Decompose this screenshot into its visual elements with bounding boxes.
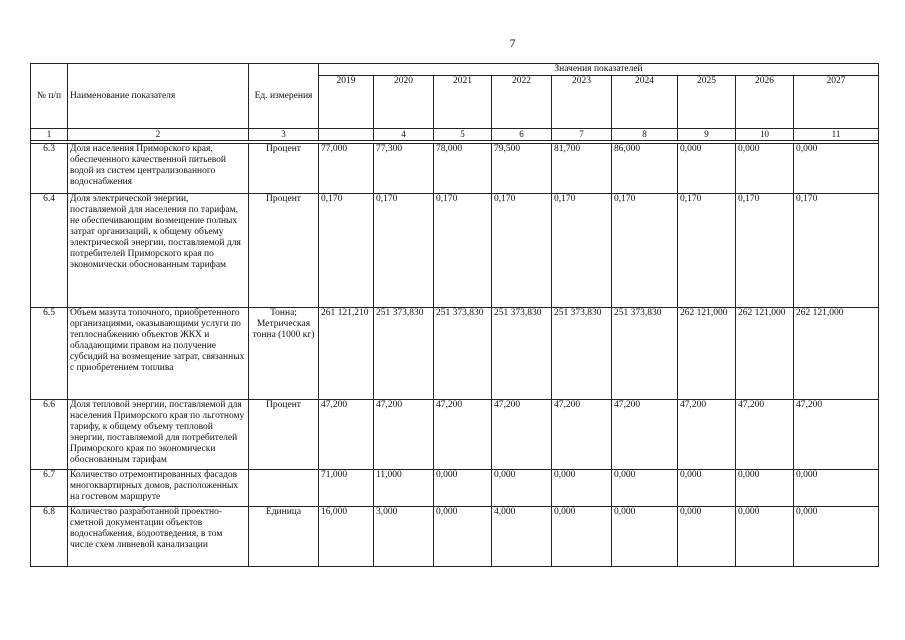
value-cell: 3,000 [374, 507, 434, 567]
unit-cell: Единица [249, 507, 319, 567]
column-number: 2 [68, 129, 249, 141]
column-number: 7 [552, 129, 612, 141]
value-cell: 77,300 [374, 144, 434, 194]
value-cell: 71,000 [319, 470, 374, 507]
value-cell: 79,500 [492, 144, 552, 194]
value-cell: 0,000 [552, 470, 612, 507]
column-number [319, 129, 374, 141]
value-cell: 251 373,830 [612, 308, 678, 400]
unit-cell: Процент [249, 144, 319, 194]
values-group-header: Значения показателей [319, 64, 879, 76]
value-cell: 81,700 [552, 144, 612, 194]
value-cell: 47,200 [552, 400, 612, 470]
col-unit-header: Ед. измерения [249, 64, 319, 129]
indicator-name: Доля электрической энергии, поставляемой для населения по тарифам, не обеспечивающим возмещение полных затрат организаций, к общему объему электрической энергии, поставляемой для потребителей Приморского края по экономически обоснованным тарифам [68, 194, 249, 308]
value-cell: 251 373,830 [552, 308, 612, 400]
value-cell: 0,170 [736, 194, 794, 308]
value-cell: 47,200 [794, 400, 879, 470]
value-cell: 78,000 [434, 144, 492, 194]
value-cell: 0,000 [678, 144, 736, 194]
header-row-top [31, 64, 879, 76]
indicator-name: Доля тепловой энергии, поставляемой для населения Приморского края по льготному тарифу, к общему объему тепловой энергии, поставляемой для потребителей Приморского края по экономически обоснованным тарифам [68, 400, 249, 470]
value-cell: 262 121,000 [736, 308, 794, 400]
year-header: 2027 [794, 76, 879, 129]
column-number: 4 [374, 129, 434, 141]
column-number: 6 [492, 129, 552, 141]
value-cell: 251 373,830 [434, 308, 492, 400]
table-row [31, 308, 879, 400]
value-cell: 47,200 [374, 400, 434, 470]
indicator-name: Доля населения Приморского края, обеспеченного качественной питьевой водой из систем централизованного водоснабжения [68, 144, 249, 194]
table-row [31, 507, 879, 567]
value-cell: 0,000 [612, 507, 678, 567]
value-cell: 4,000 [492, 507, 552, 567]
indicator-name: Количество отремонтированных фасадов многоквартирных домов, расположенных на гостевом маршруте [68, 470, 249, 507]
row-number: 6.7 [31, 470, 68, 507]
row-number: 6.4 [31, 194, 68, 308]
page-number: 7 [509, 36, 516, 50]
row-number: 6.8 [31, 507, 68, 567]
table-row [31, 144, 879, 194]
value-cell: 0,000 [434, 507, 492, 567]
value-cell: 0,000 [794, 144, 879, 194]
year-header: 2022 [492, 76, 552, 129]
col-num-header: № п/п [31, 64, 68, 129]
year-header: 2023 [552, 76, 612, 129]
value-cell: 0,170 [678, 194, 736, 308]
year-header: 2025 [678, 76, 736, 129]
indicator-name: Количество разработанной проектно-сметной документации объектов водоснабжения, водоотведения, в том числе схем ливневой канализации [68, 507, 249, 567]
value-cell: 0,000 [552, 507, 612, 567]
unit-cell: Тонна; Метрическая тонна (1000 кг) [249, 308, 319, 400]
column-number: 3 [249, 129, 319, 141]
row-number: 6.6 [31, 400, 68, 470]
row-number: 6.5 [31, 308, 68, 400]
column-number: 10 [736, 129, 794, 141]
col-name-header: Наименование показателя [68, 64, 249, 129]
unit-cell [249, 470, 319, 507]
value-cell: 0,170 [319, 194, 374, 308]
year-header: 2026 [736, 76, 794, 129]
value-cell: 86,000 [612, 144, 678, 194]
table-row [31, 194, 879, 308]
value-cell: 77,000 [319, 144, 374, 194]
value-cell: 0,000 [736, 144, 794, 194]
year-header: 2024 [612, 76, 678, 129]
indicator-name: Объем мазута топочного, приобретенного организациями, оказывающими услуги по теплоснабжению объектов ЖКХ и обладающими правом на получение субсидий на возмещение затрат, связанных с приобретением топлива [68, 308, 249, 400]
value-cell: 262 121,000 [678, 308, 736, 400]
value-cell: 0,000 [612, 470, 678, 507]
value-cell: 0,000 [794, 507, 879, 567]
table-row [31, 470, 879, 507]
value-cell: 0,170 [374, 194, 434, 308]
value-cell: 0,170 [612, 194, 678, 308]
table-row [31, 400, 879, 470]
value-cell: 262 121,000 [794, 308, 879, 400]
column-number: 11 [794, 129, 879, 141]
value-cell: 251 373,830 [492, 308, 552, 400]
year-header: 2021 [434, 76, 492, 129]
column-number: 9 [678, 129, 736, 141]
value-cell: 0,000 [736, 470, 794, 507]
value-cell: 251 373,830 [374, 308, 434, 400]
column-number: 1 [31, 129, 68, 141]
value-cell: 0,000 [492, 470, 552, 507]
value-cell: 0,170 [552, 194, 612, 308]
unit-cell: Процент [249, 194, 319, 308]
row-number: 6.3 [31, 144, 68, 194]
indicators-table [30, 63, 879, 567]
value-cell: 47,200 [319, 400, 374, 470]
value-cell: 261 121,210 [319, 308, 374, 400]
value-cell: 0,170 [794, 194, 879, 308]
value-cell: 47,200 [612, 400, 678, 470]
year-header: 2020 [374, 76, 434, 129]
value-cell: 16,000 [319, 507, 374, 567]
value-cell: 0,000 [678, 507, 736, 567]
column-number: 5 [434, 129, 492, 141]
value-cell: 0,000 [736, 507, 794, 567]
unit-cell: Процент [249, 400, 319, 470]
column-number: 8 [612, 129, 678, 141]
value-cell: 47,200 [434, 400, 492, 470]
value-cell: 0,000 [794, 470, 879, 507]
value-cell: 11,000 [374, 470, 434, 507]
year-header: 2019 [319, 76, 374, 129]
value-cell: 0,170 [434, 194, 492, 308]
value-cell: 47,200 [492, 400, 552, 470]
value-cell: 47,200 [736, 400, 794, 470]
value-cell: 47,200 [678, 400, 736, 470]
column-numbers-row [31, 129, 879, 141]
value-cell: 0,000 [434, 470, 492, 507]
value-cell: 0,000 [678, 470, 736, 507]
value-cell: 0,170 [492, 194, 552, 308]
